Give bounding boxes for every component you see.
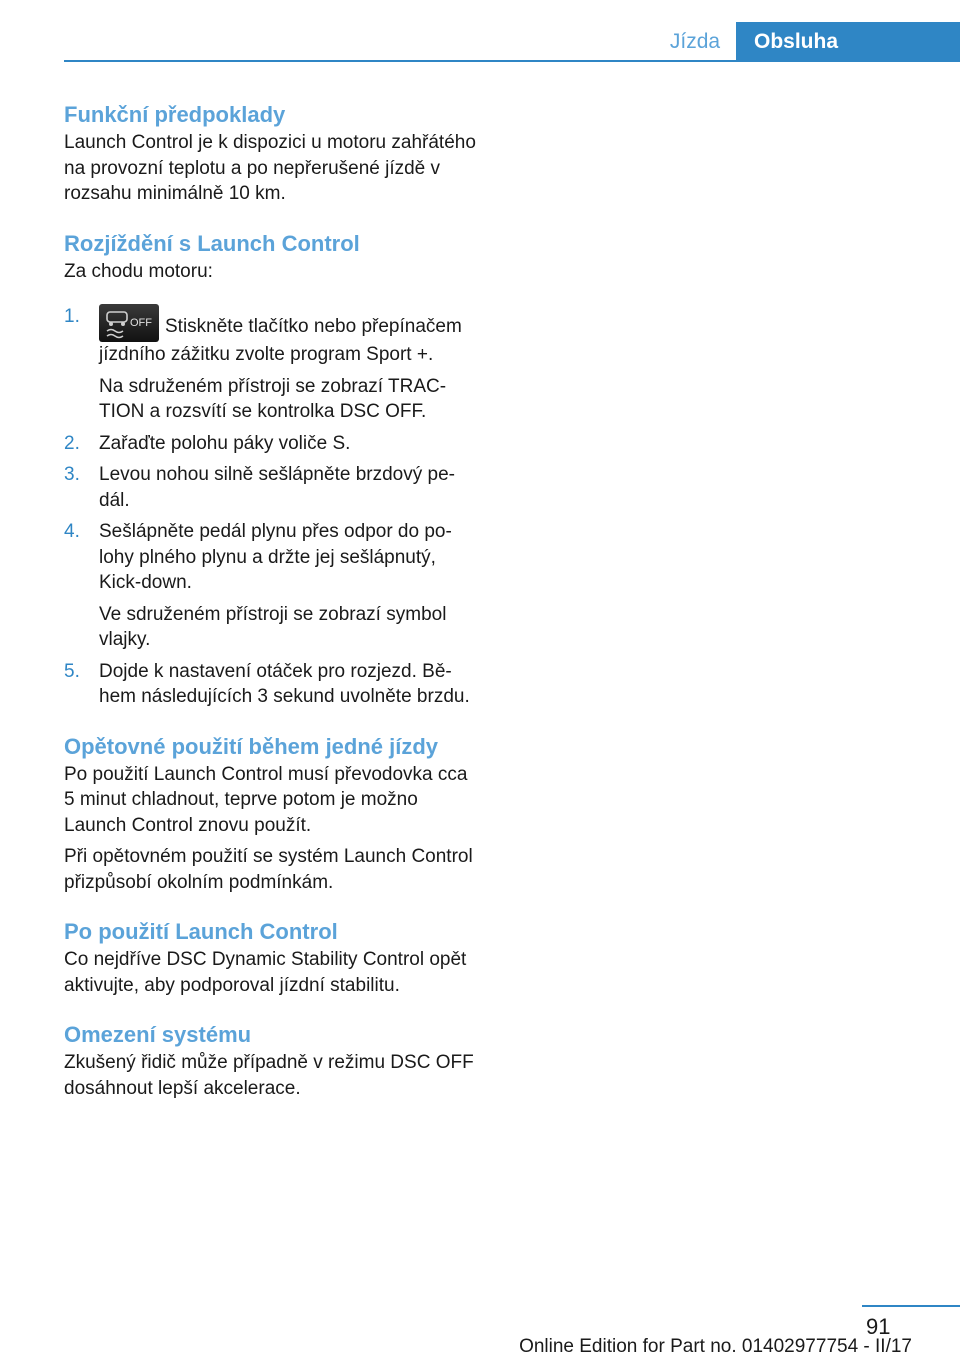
step-number: 2.	[64, 432, 80, 454]
paragraph-system-limits: Zkušený řidič může případně v režimu DSC OFF dosáhnout lepší akcelerace.	[64, 1052, 474, 1099]
edition-note: Online Edition for Part no. 01402977754 - II/17	[519, 1336, 912, 1357]
heading-after-use: Po použití Launch Control	[64, 919, 338, 944]
list-item	[64, 519, 478, 653]
step-note: Ve sdruženém přístroji se zobrazí symbol vlajky.	[99, 603, 447, 650]
step-text: Stiskněte tlačítko nebo přepínačem jízdního zážitku zvolte program Sport +.	[99, 316, 462, 365]
paragraph-prerequisites: Launch Control je k dispozici u motoru zahřátého na provozní teplotu a po nepřerušené jízdě v rozsahu minimálně 10 km.	[64, 132, 476, 204]
steps-list	[64, 304, 478, 710]
step-text: Levou nohou silně sešlápněte brzdový pedál.	[99, 464, 455, 511]
step-number: 1.	[64, 306, 80, 327]
paragraph-reuse-2: Při opětovném použití se systém Launch Control přizpůsobí okolním podmínkám.	[64, 846, 473, 893]
list-item	[64, 431, 478, 457]
step-number: 3.	[64, 464, 80, 485]
heading-system-limits: Omezení systému	[64, 1022, 252, 1047]
list-item	[64, 304, 478, 425]
paragraph-after-use: Co nejdříve DSC Dynamic Stability Control opět aktivujte, aby podporoval jízdní stabilitu.	[64, 949, 467, 996]
step-number: 5.	[64, 660, 80, 682]
header-rule	[64, 60, 960, 62]
step-note: Na sdruženém přístroji se zobrazí TRACTION a rozsvítí se kontrolka DSC OFF.	[99, 375, 447, 422]
heading-reuse: Opětovné použití během jedné jízdy	[64, 733, 439, 759]
list-item	[64, 462, 478, 513]
step-text: Dojde k nastavení otáček pro rozjezd. Během následujících 3 sekund uvolněte brzdu.	[99, 660, 470, 707]
list-item	[64, 659, 478, 710]
step-text: Zařaďte polohu páky voliče S.	[99, 432, 351, 454]
paragraph-intro: Za chodu motoru:	[64, 260, 213, 282]
heading-functional-prerequisites: Funkční předpoklady	[64, 102, 286, 127]
header-section-tab: Jízda	[669, 30, 721, 53]
header-chapter-tab: Obsluha	[736, 22, 960, 62]
step-text: Sešlápněte pedál plynu přes odpor do polohy plného plynu a držte jej sešlápnutý, Kick-down.	[99, 521, 452, 593]
footer-rule	[862, 1305, 960, 1307]
page-number: 91	[866, 1314, 891, 1339]
heading-launch-control: Rozjíždění s Launch Control	[64, 230, 360, 256]
step-number: 4.	[64, 521, 80, 542]
svg-text:OFF: OFF	[130, 317, 152, 329]
paragraph-reuse-1: Po použití Launch Control musí převodovka cca 5 minut chladnout, teprve potom je možno Launch Control znovu použít.	[64, 763, 468, 836]
main-content	[64, 100, 478, 1101]
dsc-off-icon	[99, 304, 159, 342]
